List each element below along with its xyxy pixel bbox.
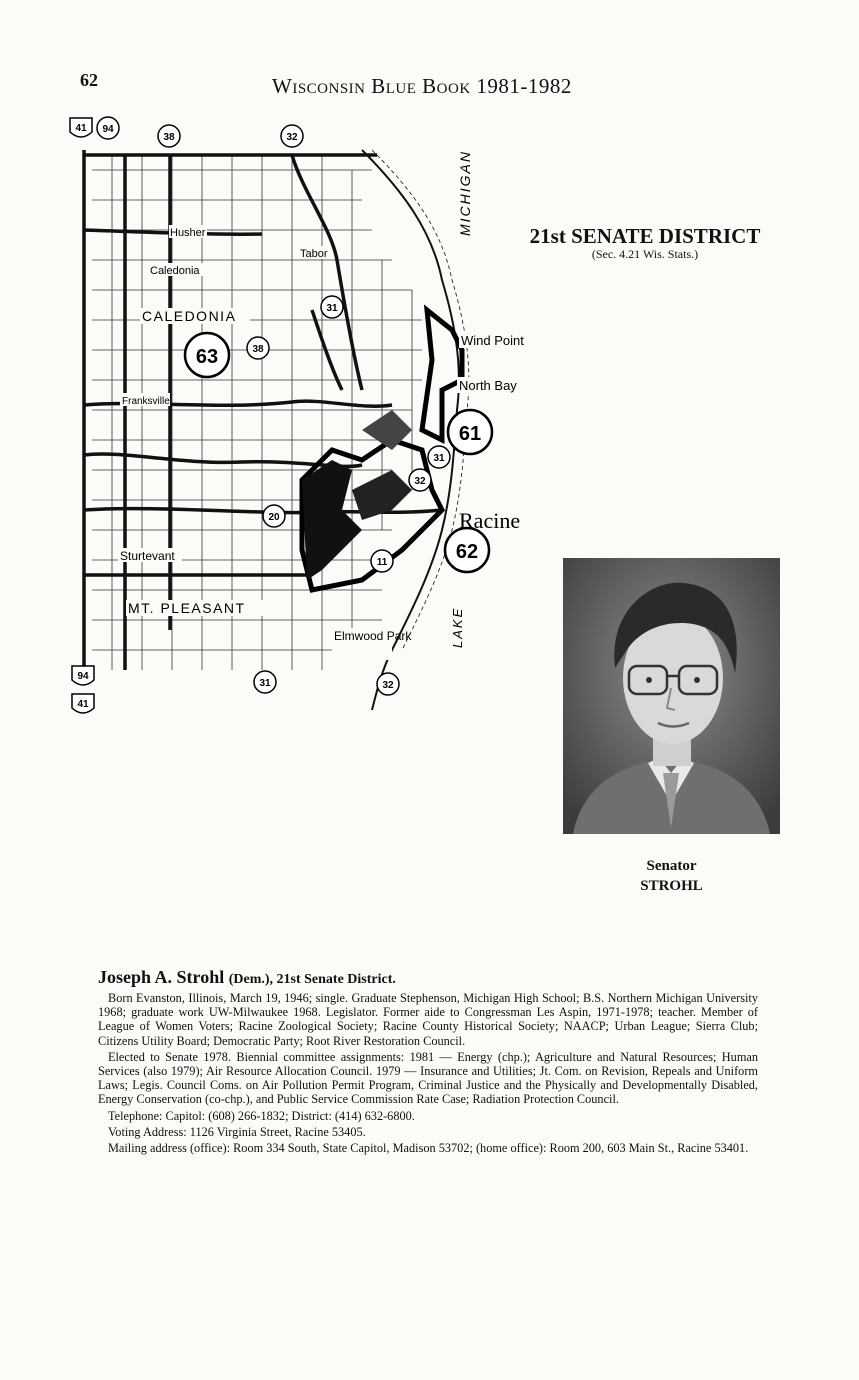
place-wind-point: Wind Point (461, 333, 524, 348)
svg-text:31: 31 (259, 678, 271, 689)
bio-paragraph-telephone: Telephone: Capitol: (608) 266-1832; District: (414) 632-6800. (108, 1108, 415, 1123)
urban-area (302, 460, 362, 580)
bio-paragraph-mailing-address: Mailing address (office): Room 334 South, State Capitol, Madison 53702; (home office): Room 200, 603 Main St., Racine 53401. (108, 1141, 749, 1156)
svg-text:32: 32 (382, 680, 394, 691)
bio-paragraph-committees: Elected to Senate 1978. Biennial committee assignments: 1981 — Energy (chp.); Agriculture and Natural Resources; Human Services (also 1979); Air Resource Allocation Council. 1979 — Insurance and Utilities; Jt. Com. on Revision, Repeals and Uniform Laws; Legis. Council Coms. on Air Pollution Permit Program, Criminal Justice and the Physically and Developmentally Disabled, Energy Conservation (co-chp.), and Public Service Commission Rate Case; Radiation Protection Council. (98, 1049, 758, 1107)
svg-text:94: 94 (77, 671, 89, 682)
place-elmwood-park: Elmwood Park (334, 629, 412, 643)
svg-text:38: 38 (252, 344, 264, 355)
bio-heading (98, 966, 758, 991)
label-michigan: MICHIGAN (457, 150, 473, 236)
svg-text:31: 31 (326, 303, 338, 314)
svg-text:20: 20 (268, 512, 280, 523)
bio-paragraph-background: Born Evanston, Illinois, March 19, 1946; single. Graduate Stephenson, Michigan High School; B.S. Northern Michigan University 1968; graduate work UW-Milwaukee 1968. Legislator. Former aide to Congressman Les Aspin, 1971-1978; teacher. Member of League of Women Voters; Racine Zoological Society; Racine County Historical Society; NAACP; Urban League; Sierra Club; Citizens Utility Board; Democratic Party; Root River Restoration Council. (98, 991, 758, 1048)
svg-text:31: 31 (433, 453, 445, 464)
place-mt-pleasant: MT. PLEASANT (128, 600, 246, 616)
svg-text:41: 41 (75, 123, 87, 134)
district-statute: (Sec. 4.21 Wis. Stats.) (591, 247, 699, 261)
place-caledonia-township: CALEDONIA (142, 308, 237, 324)
caption-title: Senator (646, 858, 697, 874)
senator-name: Joseph A. Strohl (98, 967, 225, 987)
biography (98, 966, 758, 1157)
district-map (62, 110, 542, 720)
senator-photo (563, 558, 780, 834)
bio-paragraph-voting-address: Voting Address: 1126 Virginia Street, Racine 53405. (108, 1124, 366, 1139)
place-sturtevant: Sturtevant (120, 549, 175, 563)
svg-text:32: 32 (414, 476, 426, 487)
district-title: 21st SENATE DISTRICT (529, 224, 761, 248)
label-lake: LAKE (450, 606, 465, 648)
svg-text:41: 41 (77, 699, 89, 710)
caption-name: STROHL (640, 878, 703, 894)
place-franksville: Franksville (122, 396, 170, 407)
place-north-bay: North Bay (459, 378, 517, 393)
running-head: Wisconsin Blue Book 1981-1982 (272, 74, 572, 98)
svg-text:38: 38 (163, 132, 175, 143)
page-number: 62 (80, 70, 98, 90)
svg-text:94: 94 (102, 124, 114, 135)
district-62-label: 62 (455, 541, 479, 563)
party: (Dem.) (228, 972, 270, 987)
place-husher: Husher (170, 227, 206, 239)
svg-text:11: 11 (376, 557, 388, 568)
district-61-label: 61 (458, 423, 482, 445)
place-caledonia-village: Caledonia (150, 265, 200, 277)
district-63-label: 63 (195, 346, 219, 368)
svg-text:32: 32 (286, 132, 298, 143)
district-ref: , 21st Senate District. (269, 972, 396, 987)
photo-caption (563, 856, 780, 896)
place-racine: Racine (459, 508, 521, 533)
place-tabor: Tabor (300, 248, 328, 260)
